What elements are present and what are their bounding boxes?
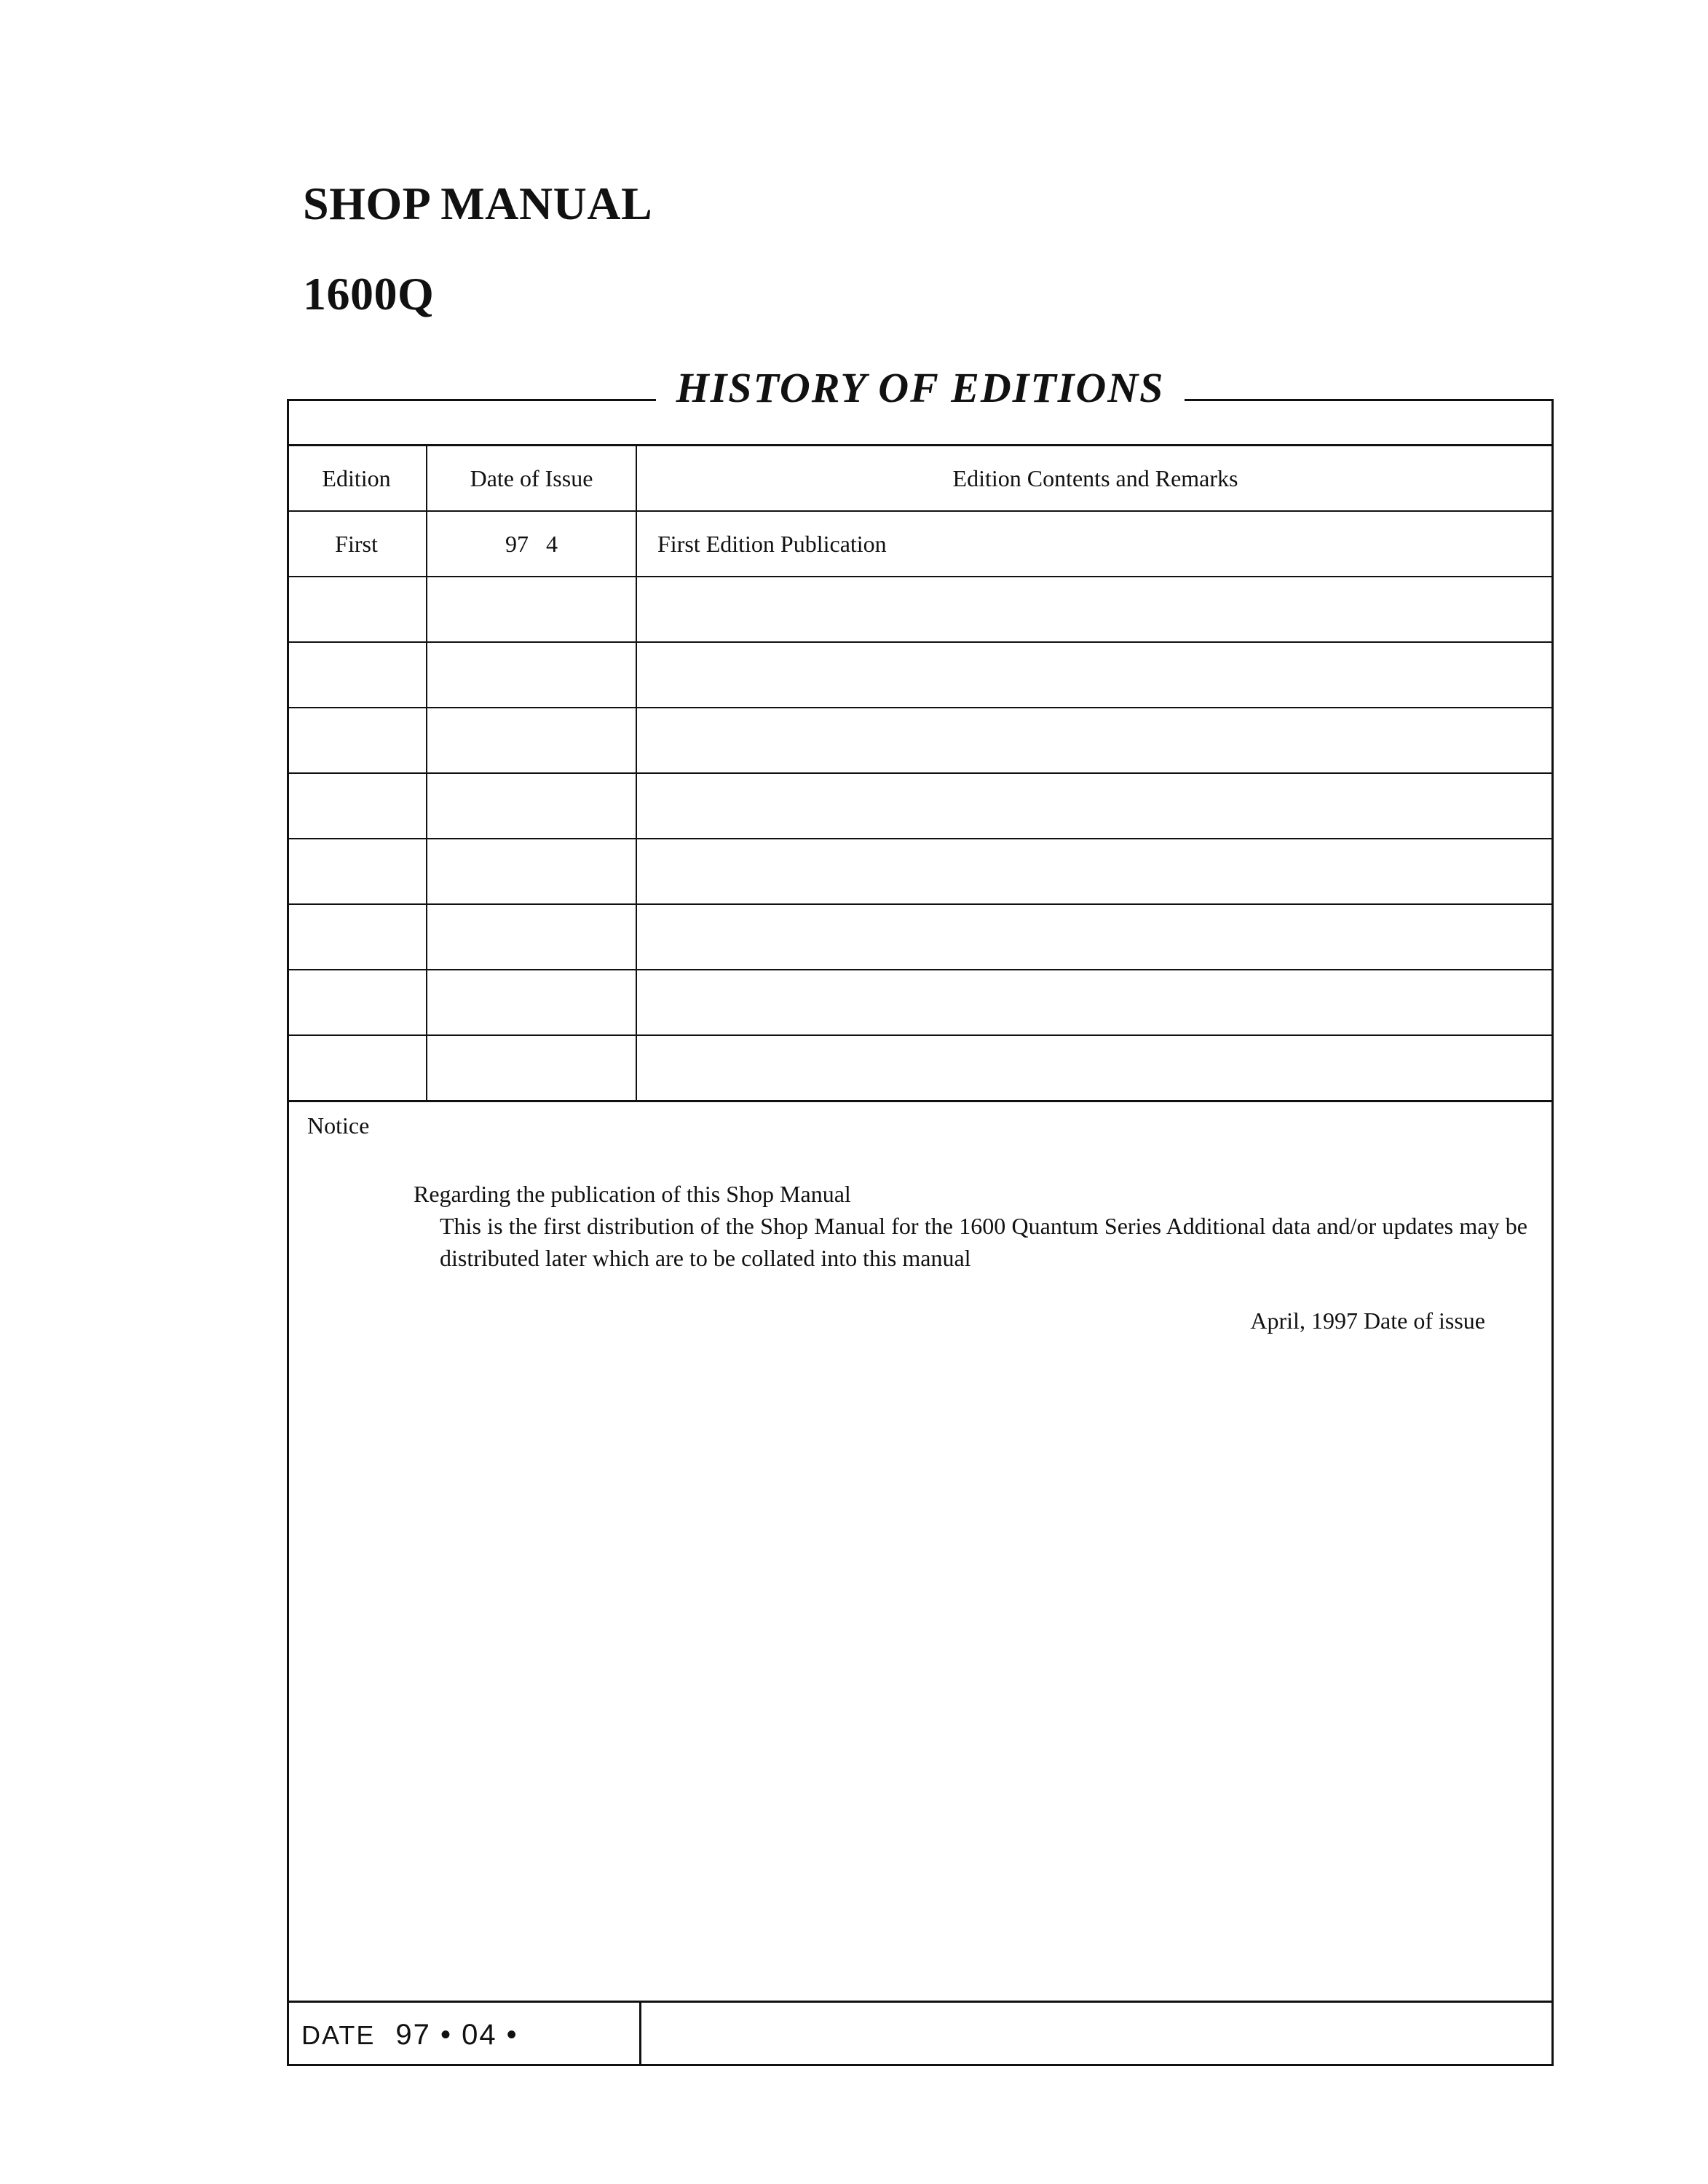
history-title: HISTORY OF EDITIONS <box>656 367 1185 409</box>
table-row <box>287 970 1554 1035</box>
cell-date-of-issue <box>427 970 636 1035</box>
cell-contents-remarks <box>636 577 1554 642</box>
table-row <box>287 708 1554 773</box>
cell-date-of-issue <box>427 839 636 904</box>
cell-contents-remarks <box>636 708 1554 773</box>
table-header-row <box>287 446 1554 512</box>
cell-edition <box>287 773 427 839</box>
table-row <box>287 904 1554 970</box>
notice-date: April, 1997 Date of issue <box>1250 1307 1485 1334</box>
footer-date-value: 97 • 04 • <box>395 2019 518 2051</box>
cell-contents-remarks <box>636 1035 1554 1101</box>
table-row <box>287 642 1554 708</box>
model-number: 1600Q <box>303 268 435 320</box>
cell-contents-remarks <box>636 642 1554 708</box>
cell-date-of-issue <box>427 577 636 642</box>
document-header <box>303 178 653 320</box>
cell-edition <box>287 577 427 642</box>
cell-contents-remarks: First Edition Publication <box>636 511 1554 577</box>
footer-date-label: DATE <box>301 2020 376 2050</box>
cell-contents-remarks <box>636 970 1554 1035</box>
cell-date-of-issue <box>427 708 636 773</box>
notice-paragraph: This is the first distribution of the Shop Manual for the 1600 Quantum Series Additional data and/or updates may be distributed later which are to be collated into this manual <box>440 1213 1527 1271</box>
cell-edition: First <box>287 511 427 577</box>
footer-divider <box>639 2003 641 2066</box>
cell-edition <box>287 904 427 970</box>
column-header-edition: Edition <box>287 446 427 512</box>
table-row <box>287 773 1554 839</box>
footer-date <box>301 2019 518 2052</box>
cell-contents-remarks <box>636 904 1554 970</box>
cell-edition <box>287 970 427 1035</box>
cell-date-of-issue <box>427 773 636 839</box>
column-header-date-of-issue: Date of Issue <box>427 446 636 512</box>
cell-date-of-issue <box>427 904 636 970</box>
cell-edition <box>287 642 427 708</box>
table-row <box>287 511 1554 577</box>
cell-contents-remarks <box>636 839 1554 904</box>
cell-edition <box>287 1035 427 1101</box>
column-header-contents-remarks: Edition Contents and Remarks <box>636 446 1554 512</box>
table-row <box>287 577 1554 642</box>
manual-title: SHOP MANUAL <box>303 178 653 229</box>
table-row <box>287 839 1554 904</box>
footer-bar <box>287 2001 1554 2066</box>
cell-edition <box>287 708 427 773</box>
cell-edition <box>287 839 427 904</box>
editions-table <box>287 444 1554 1102</box>
cell-contents-remarks <box>636 773 1554 839</box>
cell-date-of-issue: 97 4 <box>427 511 636 577</box>
cell-date-of-issue <box>427 1035 636 1101</box>
cell-date-of-issue <box>427 642 636 708</box>
notice-body <box>414 1178 1527 1274</box>
notice-lead: Regarding the publication of this Shop Manual <box>414 1181 851 1207</box>
table-row <box>287 1035 1554 1101</box>
notice-label: Notice <box>307 1112 370 1139</box>
